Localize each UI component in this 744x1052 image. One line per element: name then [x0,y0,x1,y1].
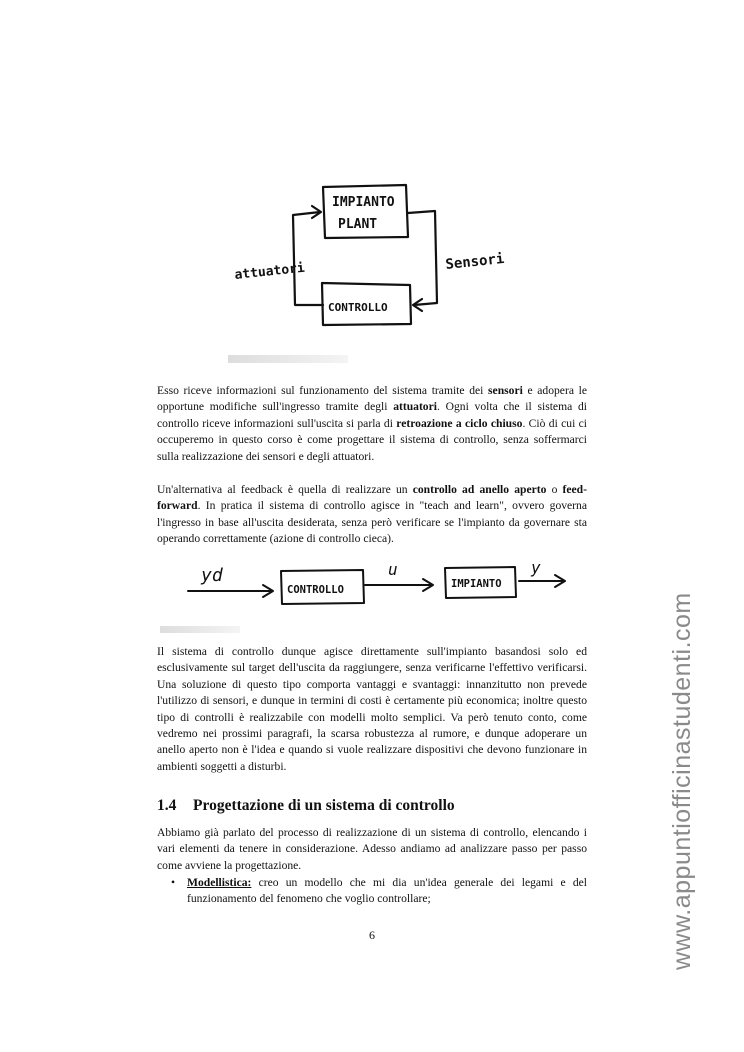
bullet-marker: • [171,876,176,889]
plant-label-en: PLANT [338,217,378,232]
control-label: CONTROLLO [287,584,344,596]
sensors-label: Sensori [444,250,506,273]
actuators-label: attuatori [233,260,306,283]
paragraph-feedback: Esso riceve informazioni sul funzionamento del sistema tramite dei sensori e adopera le opportune modifiche sull'ingresso tramite degli attuatori. Ogni volta che il sistema di controllo riceve informazioni sull'uscita si parla di retroazione a ciclo chiuso. Ciò di cui ci occuperemo in questo corso è come progettare il sistema di controllo, senza soffermarci sulla realizzazione dei sensori e degli attuatori. [157,384,588,463]
input-label: yd [201,565,223,586]
page-number: 6 [369,928,375,942]
paragraph-open-loop: Il sistema di controllo dunque agisce direttamente sull'impianto basandosi solo ed esclusivamente sul target dell'uscita da raggiungere, senza verificarne l'effettivo verificarsi. Una soluzione di questo tipo comporta vantaggi e svantaggi: innanzitutto non prevede l'utilizzo di sensori, e dunque in termini di costi è certamente più economica; inoltre questo tipo di controlli è realizzabile con modelli molto semplici. Va però tenuto conto, come vedremo nei prossimi paragrafi, la scarsa robustezza al rumore, e dunque adoperare un anello aperto non è l'idea e quando si vuole realizzare dispositivi che devono funzionare in ambienti soggetti a disturbi. [157,645,587,773]
paragraph-design: Abbiamo già parlato del processo di realizzazione di un sistema di controllo, elencando i vari elementi da tenere in considerazione. Adesso andiamo ad analizzare passo per passo come avviene la progettazione. [157,826,587,872]
scan-strip-2 [160,626,240,633]
watermark-link: www.appuntiofficinastudenti.com [668,592,696,970]
output-label: y [531,558,541,577]
feedback-diagram [220,175,520,360]
control-label: CONTROLLO [328,301,388,314]
signal-label: u [388,560,398,579]
list-item [157,875,587,908]
plant-label: IMPIANTO [451,578,502,590]
scan-strip [228,355,348,363]
section-heading [157,797,587,815]
section-number: 1.4 [157,797,177,814]
bullet-text: creo un modello che mi dia un'idea generale dei legami e del funzionamento del fenomeno che voglio controllare; [187,876,587,906]
plant-label: IMPIANTO [332,195,395,210]
paragraph-feedforward: Un'alternativa al feedback è quella di realizzare un controllo ad anello aperto o feed-forward. In pratica il sistema di controllo agisce in "teach and learn", ovvero governa l'ingresso in base all'uscita desiderata, senza però verificare se l'impianto da governare sta operando correttamente (azione di controllo cieca). [157,483,587,546]
open-loop-diagram [183,555,583,625]
section-title: Progettazione di un sistema di controllo [193,797,455,814]
bullet-term: Modellistica: [187,876,252,889]
